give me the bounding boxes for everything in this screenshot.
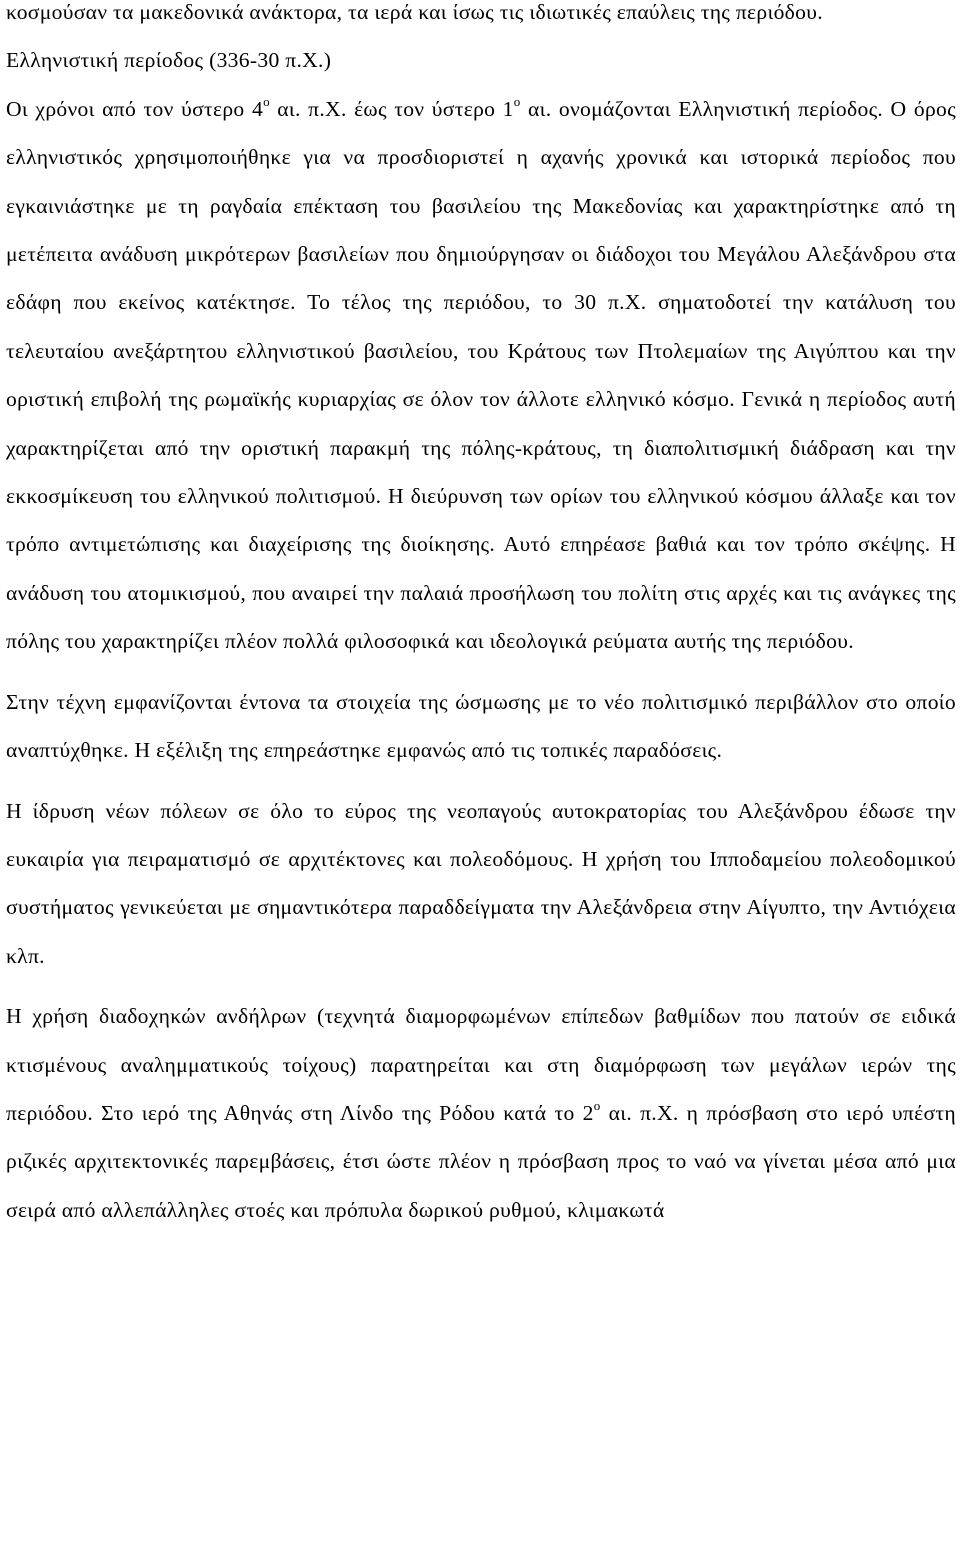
document-page xyxy=(6,0,956,1234)
paragraph-art: Στην τέχνη εμφανίζονται έντονα τα στοιχεία της ώσμωσης με το νέο πολιτισμικό περιβάλλον στο οποίο αναπτύχθηκε. Η εξέλιξη της επηρεάστηκε εμφανώς από τις τοπικές παραδόσεις. xyxy=(6,689,956,763)
paragraph-cities: Η ίδρυση νέων πόλεων σε όλο το εύρος της νεοπαγούς αυτοκρατορίας του Αλεξάνδρου έδωσε την ευκαιρία για πειραματισμό σε αρχιτέκτονες και πολεοδόμους. Η χρήση του Ιπποδαμείου πολεοδομικού συστήματος γενικεύεται με σημαντικότερα παραδδείγματα την Αλεξάνδρεια στην Αίγυπτο, την Αντιόχεια κλπ. xyxy=(6,798,956,968)
section-heading: Ελληνιστική περίοδος (336-30 π.Χ.) xyxy=(6,48,332,73)
superscript: ο xyxy=(263,93,270,109)
superscript: ο xyxy=(593,1097,601,1113)
text-run: Η χρήση διαδοχηκών ανδήλρων (τεχνητά διαμορφωμένων επίπεδων βαθμίδων που πατούν σε ειδικά κτισμένους αναλημματικούς τοίχους) παρατηρείται και στη διαμόρφωση των μεγάλων ιερών της περιόδου. Στο ιερό της Αθηνάς στη Λίνδο της Ρόδου κατά το 2 xyxy=(6,1004,956,1125)
text-run: αι. ονομάζονται Ελληνιστική περίοδος. Ο όρος ελληνιστικός χρησιμοποιήθηκε για να προσδιοριστεί η αχανής χρονικά και ιστορικά περίοδος που εγκαινιάστηκε με τη ραγδαία επέκταση του βασιλείου της Μακεδονίας και χαρακτηρίστηκε από τη μετέπειτα ανάδυση μικρότερων βασιλείων που δημιούργησαν οι διάδοχοι του Μεγάλου Αλεξάνδρου στα εδάφη που εκείνος κατέκτησε. Το τέλος της περιόδου, το 30 π.Χ. σηματοδοτεί την κατάλυση του τελευταίου ανεξάρτητου ελληνιστικού βασιλείου, του Κράτους των Πτολεμαίων της Αιγύπτου και την οριστική επιβολή της ρωμαϊκής κυριαρχίας σε όλον τον άλλοτε ελληνικό κόσμο. Γενικά η περίοδος αυτή χαρακτηρίζεται από την οριστική παρακμή της πόλης-κράτους, τη διαπολιτισμική διάδραση και την εκκοσμίκευση του ελληνικού πολιτισμού. Η διεύρυνση των ορίων του ελληνικού κόσμου άλλαξε και τον τρόπο αντιμετώπισης και διαχείρισης της διοίκησης. Αυτό επηρέασε βαθιά και τον τρόπο σκέψης. Η ανάδυση του ατομικισμού, που αναιρεί την παλαιά προσήλωση του πολίτη στις αρχές και τις ανάγκες της πόλης του χαρακτηρίζει πλέον πολλά φιλοσοφικά και ιδεολογικά ρεύματα αυτής της περιόδου. xyxy=(6,96,956,654)
paragraph-terraces xyxy=(6,992,956,1234)
paragraph-intro: κοσμούσαν τα μακεδονικά ανάκτορα, τα ιερά και ίσως τις ιδιωτικές επαύλεις της περιόδου. xyxy=(6,0,823,24)
superscript: ο xyxy=(513,93,521,109)
text-run: Οι χρόνοι από τον ύστερο 4 xyxy=(6,96,264,121)
text-run: αι. π.Χ. η πρόσβαση στο ιερό υπέστη ριζικές αρχιτεκτονικές παρεμβάσεις, έτσι ώστε πλέον η πρόσβαση προς το ναό να γίνεται μέσα από μια σειρά από αλλεπάλληλες στοές και πρόπυλα δωρικού ρυθμού, κλιμακωτά xyxy=(6,1100,956,1222)
paragraph-hellenistic-period xyxy=(6,85,956,666)
text-run: αι. π.Χ. έως τον ύστερο 1 xyxy=(269,96,514,121)
